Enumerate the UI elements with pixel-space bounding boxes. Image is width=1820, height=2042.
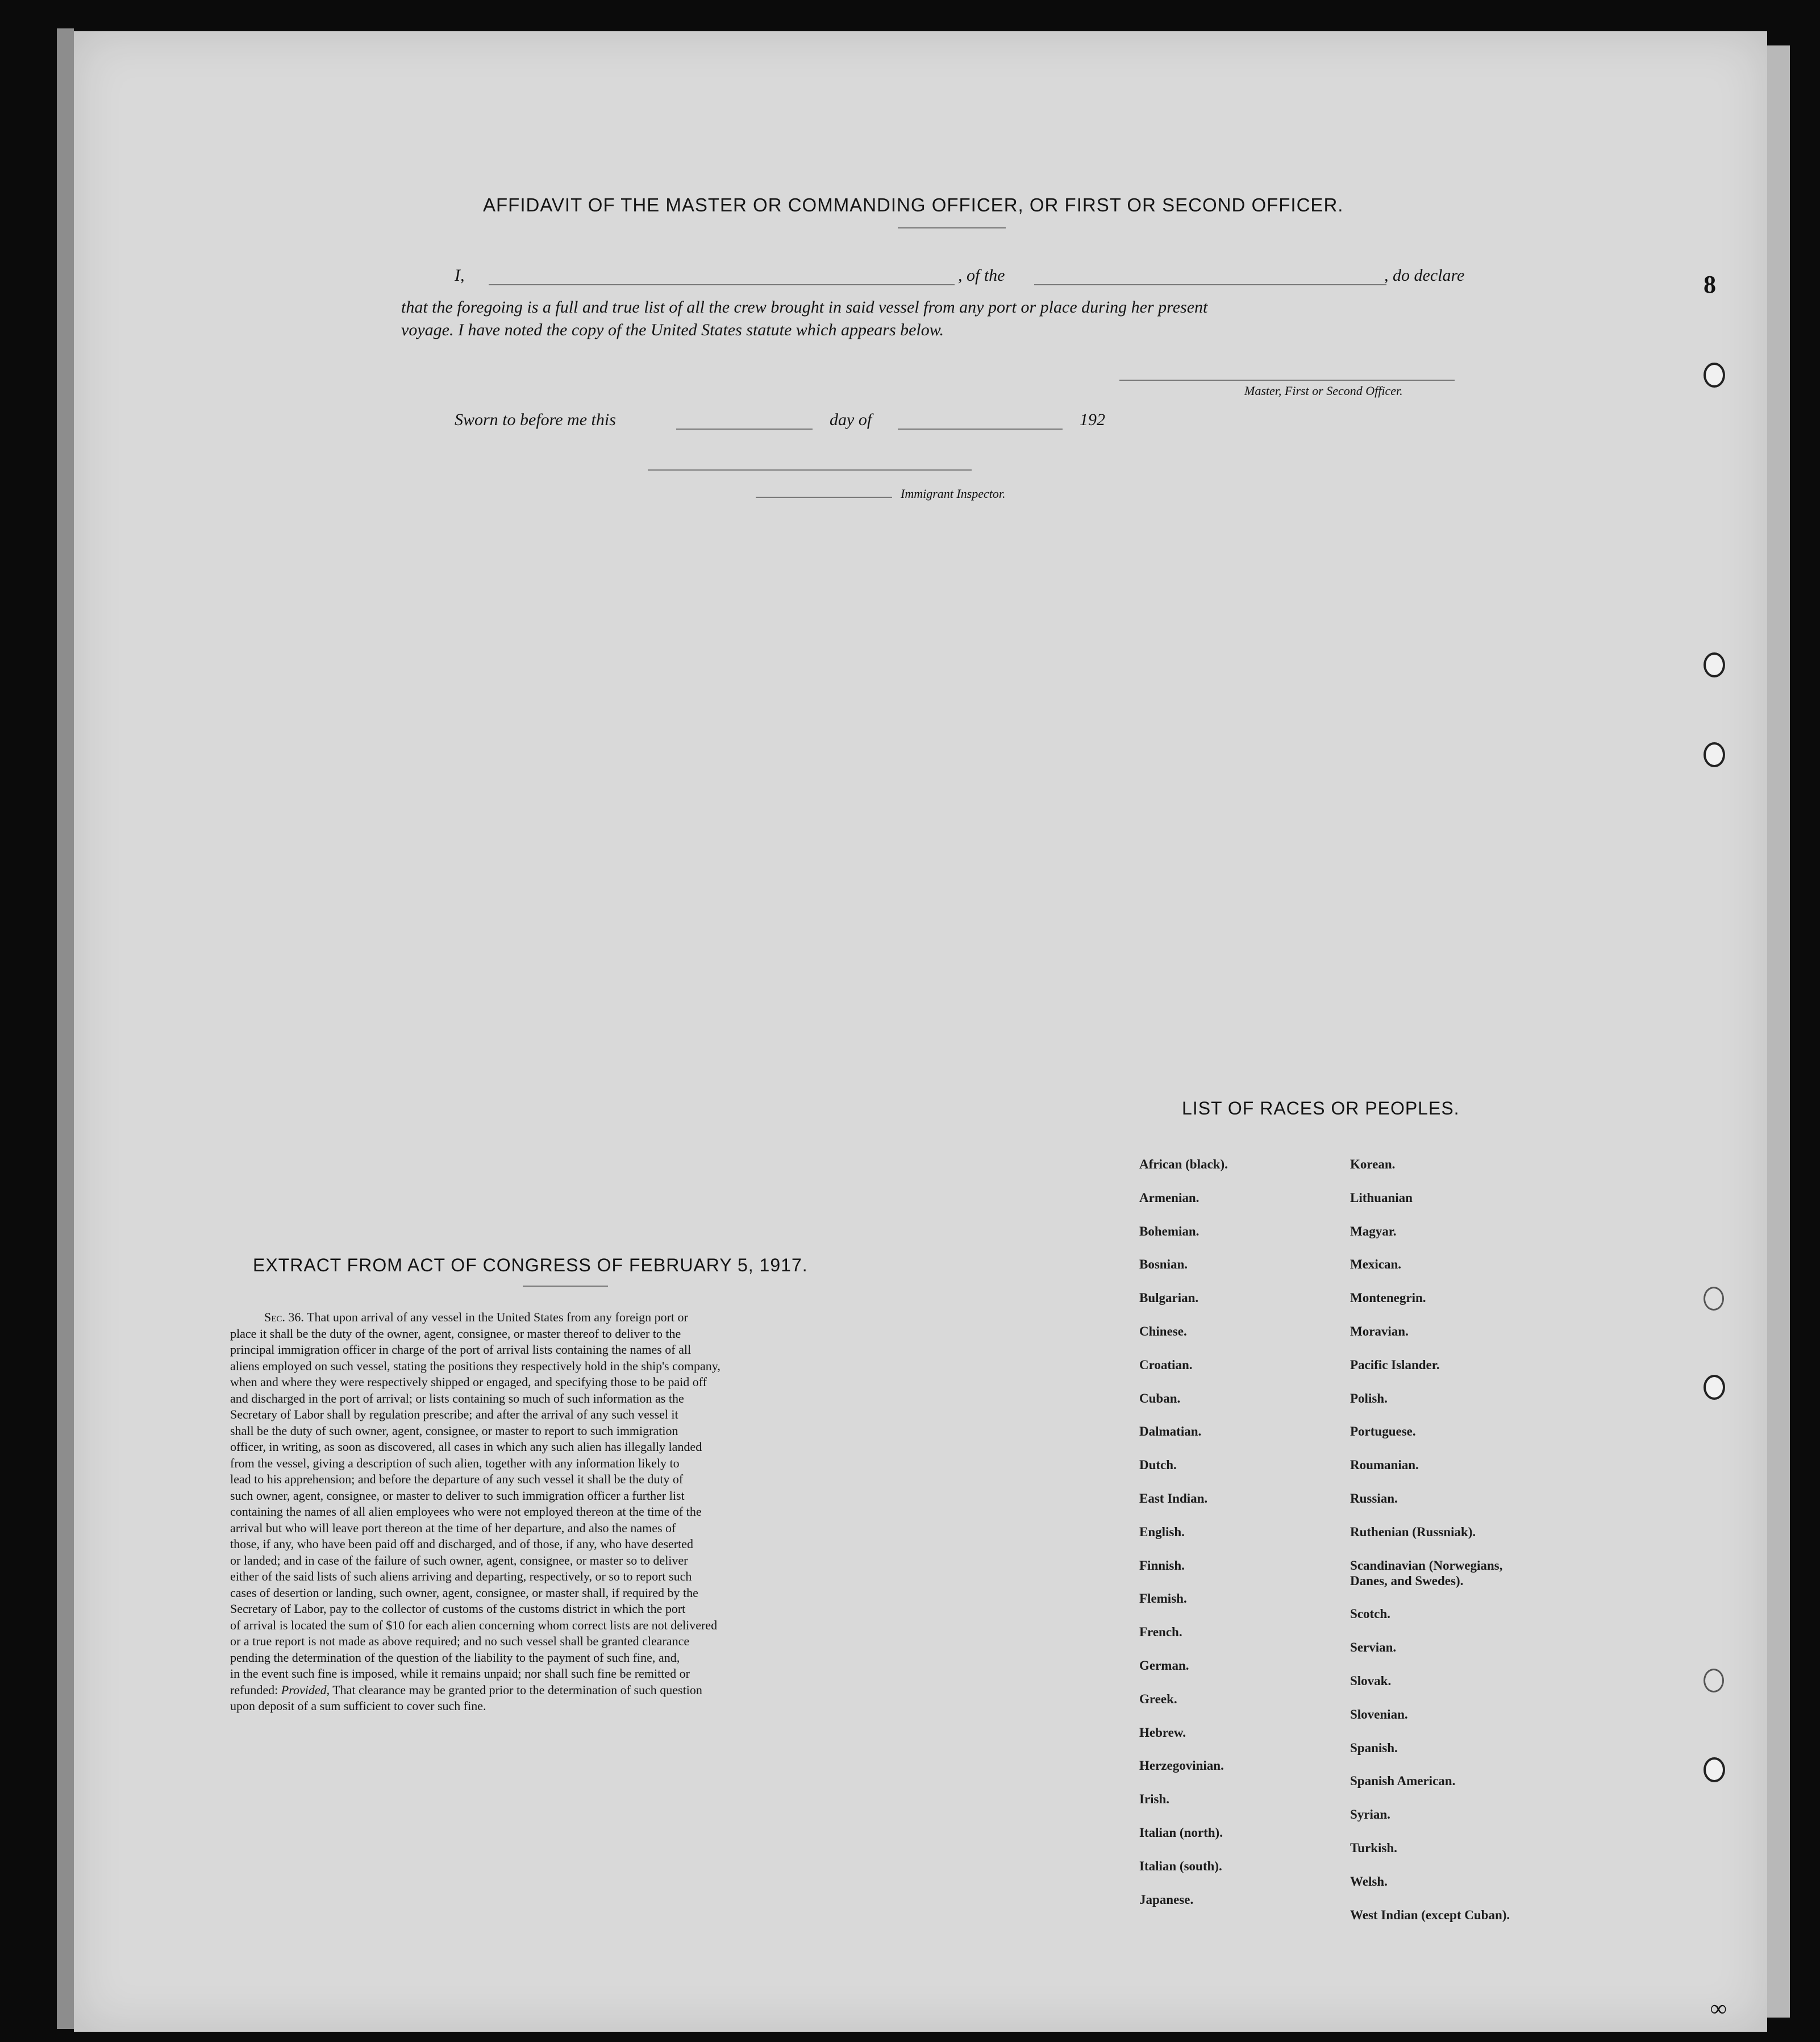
extract-line: or landed; and in case of the failure of such owner, agent, consignee, or master so to deliver — [230, 1553, 688, 1567]
master-signature-line[interactable] — [1119, 380, 1455, 381]
race-item: Hebrew. — [1139, 1725, 1186, 1740]
race-item: Italian (north). — [1139, 1825, 1223, 1840]
race-item: Japanese. — [1139, 1892, 1194, 1907]
extract-line: cases of desertion or landing, such owner, agent, consignee, or master shall, if required by the — [230, 1585, 698, 1600]
extract-title: EXTRACT FROM ACT OF CONGRESS OF FEBRUARY 5, 1917. — [253, 1255, 808, 1275]
extract-line: and discharged in the port of arrival; or lists containing so much of such information as the — [230, 1391, 684, 1405]
race-item: Lithuanian — [1350, 1190, 1413, 1205]
extract-line: arrival but who will leave port thereon at the time of her departure, and also the names of — [230, 1520, 676, 1535]
of-the-label: , of the — [958, 266, 1005, 285]
race-item: Chinese. — [1139, 1324, 1187, 1338]
extract-line: pending the determination of the question of the liability to the payment of such fine, and, — [230, 1650, 680, 1665]
races-title: LIST OF RACES OR PEOPLES. — [1182, 1098, 1460, 1118]
race-item: Greek. — [1139, 1691, 1177, 1706]
name-blank[interactable] — [489, 284, 955, 285]
race-item: Syrian. — [1350, 1807, 1390, 1822]
race-item: Portuguese. — [1350, 1424, 1416, 1439]
extract-line: or a true report is not made as above required; and no such vessel shall be granted clearance — [230, 1634, 690, 1648]
race-item: Italian (south). — [1139, 1858, 1222, 1873]
adjacent-page-edge — [57, 28, 74, 2029]
extract-divider — [523, 1286, 608, 1287]
declaration-line-1: that the foregoing is a full and true list of all the crew brought in said vessel from any port or place during her present — [401, 298, 1208, 317]
binding-hole — [1704, 1757, 1725, 1782]
race-item: East Indian. — [1139, 1491, 1208, 1505]
signature-caption: Master, First or Second Officer. — [1244, 384, 1403, 398]
title-divider — [898, 227, 1006, 228]
do-declare-label: , do declare — [1384, 266, 1465, 285]
extract-line: principal immigration officer in charge of the port of arrival lists containing the names of all — [230, 1342, 692, 1357]
extract-line: place it shall be the duty of the owner, agent, consignee, or master thereof to deliver to the — [230, 1326, 681, 1341]
race-item: Ruthenian (Russniak). — [1350, 1524, 1476, 1539]
race-item: Irish. — [1139, 1792, 1170, 1807]
race-item: Armenian. — [1139, 1190, 1200, 1205]
race-item: Russian. — [1350, 1491, 1398, 1505]
race-item: Slovak. — [1350, 1674, 1392, 1688]
race-item: Pacific Islander. — [1350, 1357, 1440, 1372]
section-label: Sec. 36. — [264, 1310, 304, 1324]
race-item: French. — [1139, 1625, 1182, 1640]
binding-hole — [1704, 1287, 1724, 1311]
race-item: Moravian. — [1350, 1324, 1409, 1338]
race-item: Scotch. — [1350, 1607, 1390, 1621]
race-item: Spanish. — [1350, 1740, 1398, 1755]
race-item: English. — [1139, 1524, 1185, 1539]
race-item: Finnish. — [1139, 1558, 1185, 1573]
extract-body — [230, 1309, 889, 1715]
race-item: Scandinavian (Norwegians, — [1350, 1558, 1503, 1573]
binding-hole — [1704, 363, 1725, 388]
race-item: Danes, and Swedes). — [1350, 1573, 1464, 1588]
race-item: German. — [1139, 1658, 1189, 1673]
race-item: Spanish American. — [1350, 1774, 1456, 1789]
inspector-caption: Immigrant Inspector. — [901, 486, 1006, 501]
race-item: Bulgarian. — [1139, 1291, 1199, 1305]
affidavit-title: AFFIDAVIT OF THE MASTER OR COMMANDING OFFICER, OR FIRST OR SECOND OFFICER. — [483, 194, 1344, 215]
day-of-label: day of — [830, 410, 872, 429]
extract-line: aliens employed on such vessel, stating the positions they respectively hold in the ship's company, — [230, 1358, 720, 1373]
race-item: Welsh. — [1350, 1874, 1388, 1889]
extract-line: refunded: — [230, 1682, 278, 1697]
binding-hole — [1704, 652, 1725, 677]
race-item: Herzegovinian. — [1139, 1758, 1224, 1773]
race-item: Bosnian. — [1139, 1257, 1188, 1272]
page-right-edge — [1767, 45, 1790, 2018]
race-item: Bohemian. — [1139, 1224, 1200, 1238]
extract-line: from the vessel, giving a description of such alien, together with any information likely to — [230, 1455, 680, 1470]
proviso-word: Provided, — [281, 1682, 330, 1697]
day-blank[interactable] — [676, 429, 813, 430]
extract-line: when and where they were respectively shipped or engaged, and specifying those to be paid off — [230, 1375, 707, 1389]
extract-line: containing the names of all alien employees who were not employed thereon at the time of the — [230, 1504, 702, 1519]
race-item: Servian. — [1350, 1640, 1397, 1655]
race-item: Flemish. — [1139, 1591, 1187, 1606]
race-item: Mexican. — [1350, 1257, 1402, 1272]
race-item: Polish. — [1350, 1391, 1388, 1405]
year-prefix: 192 — [1080, 410, 1105, 429]
race-item: Croatian. — [1139, 1357, 1193, 1372]
sworn-label: Sworn to before me this — [455, 410, 616, 429]
extract-line: Secretary of Labor shall by regulation prescribe; and after the arrival of any such vessel it — [230, 1407, 678, 1421]
extract-line: shall be the duty of such owner, agent, consignee, or master to report to such immigration — [230, 1423, 678, 1438]
race-item: Cuban. — [1139, 1391, 1181, 1405]
declaration-line-2: voyage. I have noted the copy of the United States statute which appears below. — [401, 321, 944, 339]
extract-line: Secretary of Labor, pay to the collector of customs of the customs district in which the port — [230, 1602, 686, 1616]
binding-hole — [1704, 742, 1725, 767]
vessel-blank[interactable] — [1034, 284, 1386, 285]
month-blank[interactable] — [898, 429, 1063, 430]
extract-line: That upon arrival of any vessel in the United States from any foreign port or — [307, 1310, 688, 1324]
extract-line: upon deposit of a sum sufficient to cover such fine. — [230, 1699, 486, 1713]
race-item: West Indian (except Cuban). — [1350, 1907, 1510, 1922]
extract-line: That clearance may be granted prior to the determination of such question — [332, 1682, 702, 1697]
page-number-mark: 8 — [1704, 271, 1716, 298]
race-item: African (black). — [1139, 1157, 1228, 1171]
binding-hole — [1704, 1375, 1725, 1400]
extract-line: of arrival is located the sum of $10 for each alien concerning whom correct lists are not delivered — [230, 1617, 718, 1632]
i-label: I, — [455, 266, 465, 285]
extract-line: officer, in writing, as soon as discovered, all cases in which any such alien has illegally landed — [230, 1440, 702, 1454]
extract-line: such owner, agent, consignee, or master to deliver to such immigration officer a further list — [230, 1488, 685, 1503]
extract-line: those, if any, who have been paid off and discharged, and of those, if any, who have deserted — [230, 1537, 693, 1551]
race-item: Korean. — [1350, 1157, 1396, 1171]
extract-line: either of the said lists of such aliens arriving and departing, respectively, or so to report such — [230, 1569, 692, 1583]
race-item: Magyar. — [1350, 1224, 1397, 1238]
extract-line: in the event such fine is imposed, while it remains unpaid; nor shall such fine be remitted or — [230, 1666, 690, 1681]
race-item: Montenegrin. — [1350, 1291, 1426, 1305]
race-item: Roumanian. — [1350, 1458, 1419, 1473]
race-item: Turkish. — [1350, 1841, 1397, 1855]
inspector-caption-rule — [756, 497, 892, 498]
race-item: Slovenian. — [1350, 1707, 1408, 1721]
binding-hole — [1704, 1669, 1724, 1692]
inspector-signature-line[interactable] — [648, 469, 972, 471]
extract-line: lead to his apprehension; and before the departure of any such vessel it shall be the duty of — [230, 1472, 684, 1486]
corner-mark: ∞ — [1710, 1995, 1727, 2021]
race-item: Dutch. — [1139, 1458, 1177, 1473]
race-item: Dalmatian. — [1139, 1424, 1202, 1439]
